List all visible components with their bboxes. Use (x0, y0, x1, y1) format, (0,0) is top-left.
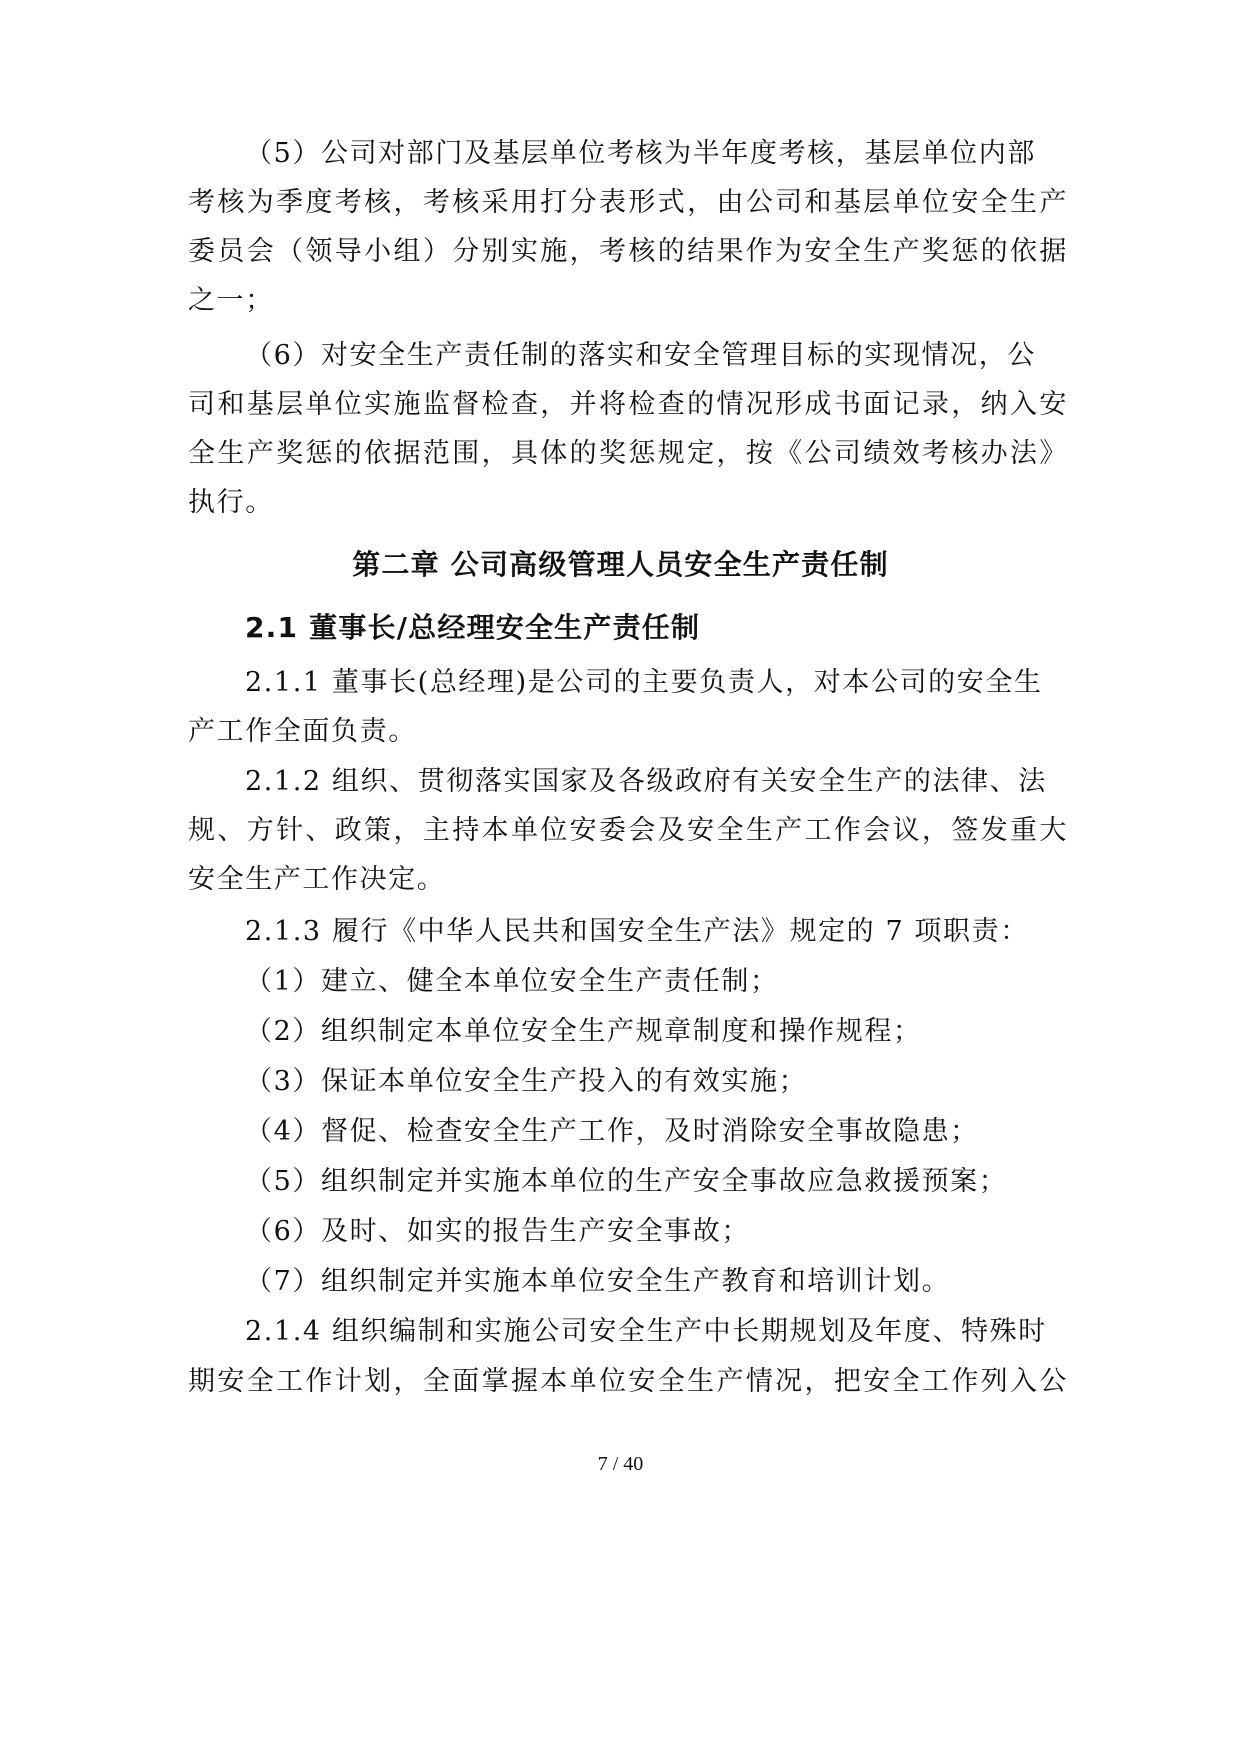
clause-line: 2.1.2 组织、贯彻落实国家及各级政府有关安全生产的法律、法 (245, 766, 1047, 797)
clause-line: 期安全工作计划，全面掌握本单位安全生产情况，把安全工作列入公 (188, 1366, 1068, 1397)
clause-line: 2.1.1 董事长(总经理)是公司的主要负责人，对本公司的安全生 (245, 667, 1043, 698)
paragraph-line: 委员会（领导小组）分别实施，考核的结果作为安全生产奖惩的依据 (188, 236, 1068, 267)
duty-item: （1）建立、健全本单位安全生产责任制； (245, 966, 779, 997)
duty-item: （3）保证本单位安全生产投入的有效实施； (245, 1066, 808, 1097)
paragraph-line: 司和基层单位实施监督检查，并将检查的情况形成书面记录，纳入安 (188, 389, 1068, 420)
duty-item: （5）组织制定并实施本单位的生产安全事故应急救援预案； (245, 1166, 1008, 1197)
duty-item: （2）组织制定本单位安全生产规章制度和操作规程； (245, 1016, 922, 1047)
paragraph-line: （5）公司对部门及基层单位考核为半年度考核，基层单位内部 (245, 138, 1036, 169)
paragraph-line: 之一； (188, 285, 274, 316)
clause-line: 2.1.4 组织编制和实施公司安全生产中长期规划及年度、特殊时 (245, 1316, 1047, 1347)
clause-line: 2.1.3 履行《中华人民共和国安全生产法》规定的 7 项职责： (245, 916, 1029, 947)
clause-line: 规、方针、政策，主持本单位安委会及安全生产工作会议，签发重大 (188, 815, 1068, 846)
paragraph-line: 考核为季度考核，考核采用打分表形式，由公司和基层单位安全生产 (188, 187, 1068, 218)
paragraph-line: 全生产奖惩的依据范围，具体的奖惩规定，按《公司绩效考核办法》 (188, 438, 1068, 469)
clause-line: 产工作全面负责。 (188, 716, 417, 747)
duty-item: （7）组织制定并实施本单位安全生产教育和培训计划。 (245, 1266, 951, 1297)
chapter-title: 第二章 公司高级管理人员安全生产责任制 (352, 548, 889, 581)
paragraph-line: （6）对安全生产责任制的落实和安全管理目标的实现情况，公 (245, 340, 1036, 371)
duty-item: （6）及时、如实的报告生产安全事故； (245, 1216, 750, 1247)
paragraph-line: 执行。 (188, 487, 274, 518)
section-title: 2.1 董事长/总经理安全生产责任制 (245, 611, 701, 644)
duty-item: （4）督促、检查安全生产工作，及时消除安全事故隐患； (245, 1116, 979, 1147)
clause-line: 安全生产工作决定。 (188, 864, 446, 895)
page-number: 7 / 40 (597, 1453, 644, 1475)
